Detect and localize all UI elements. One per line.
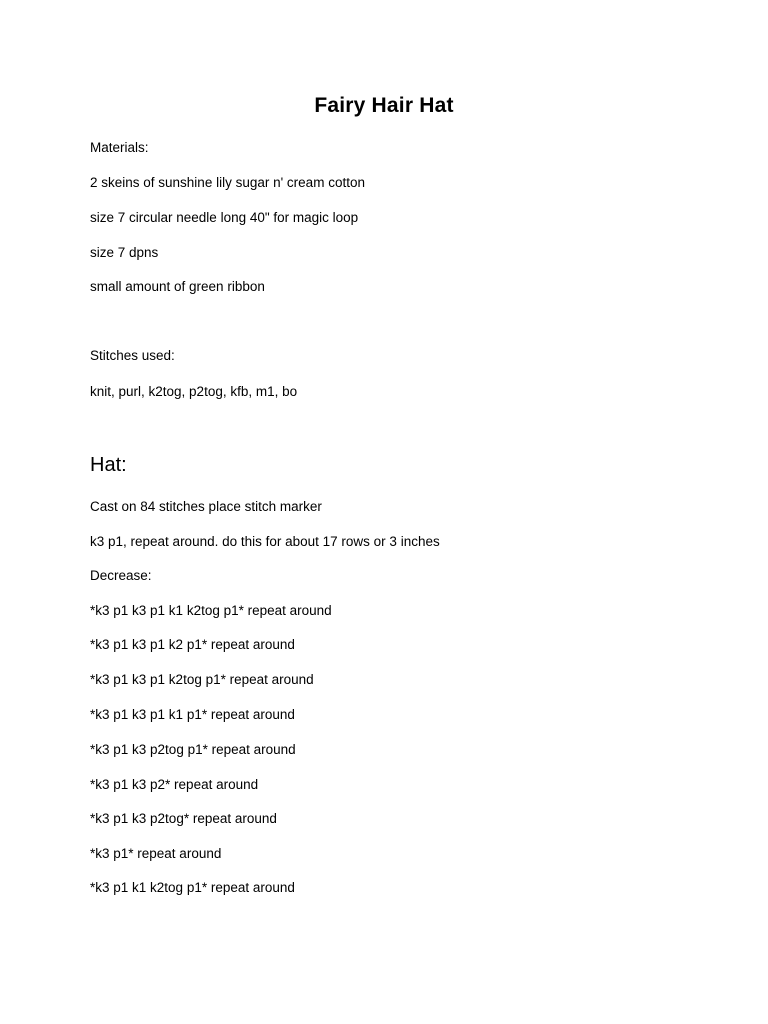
materials-item: small amount of green ribbon (90, 279, 265, 294)
ribbing-instruction: k3 p1, repeat around. do this for about 17 rows or 3 inches (90, 534, 440, 549)
materials-label: Materials: (90, 140, 149, 155)
decrease-row: *k3 p1 k3 p1 k2 p1* repeat around (90, 637, 295, 652)
decrease-row: *k3 p1 k3 p2tog p1* repeat around (90, 742, 296, 757)
decrease-row: *k3 p1 k3 p1 k1 k2tog p1* repeat around (90, 603, 332, 618)
materials-item: size 7 circular needle long 40" for magic loop (90, 210, 359, 225)
decrease-label: Decrease: (90, 568, 152, 583)
hat-heading: Hat: (90, 454, 127, 476)
stitches-label: Stitches used: (90, 348, 175, 363)
materials-item: 2 skeins of sunshine lily sugar n' cream cotton (90, 175, 365, 190)
decrease-row: *k3 p1 k1 k2tog p1* repeat around (90, 880, 295, 895)
decrease-row: *k3 p1* repeat around (90, 846, 222, 861)
decrease-row: *k3 p1 k3 p2* repeat around (90, 777, 259, 792)
decrease-row: *k3 p1 k3 p1 k1 p1* repeat around (90, 707, 295, 722)
cast-on-instruction: Cast on 84 stitches place stitch marker (90, 499, 322, 514)
decrease-row: *k3 p1 k3 p2tog* repeat around (90, 811, 277, 826)
decrease-row: *k3 p1 k3 p1 k2tog p1* repeat around (90, 672, 314, 687)
document-title: Fairy Hair Hat (314, 94, 454, 117)
stitches-list: knit, purl, k2tog, p2tog, kfb, m1, bo (90, 384, 298, 399)
materials-item: size 7 dpns (90, 245, 159, 260)
